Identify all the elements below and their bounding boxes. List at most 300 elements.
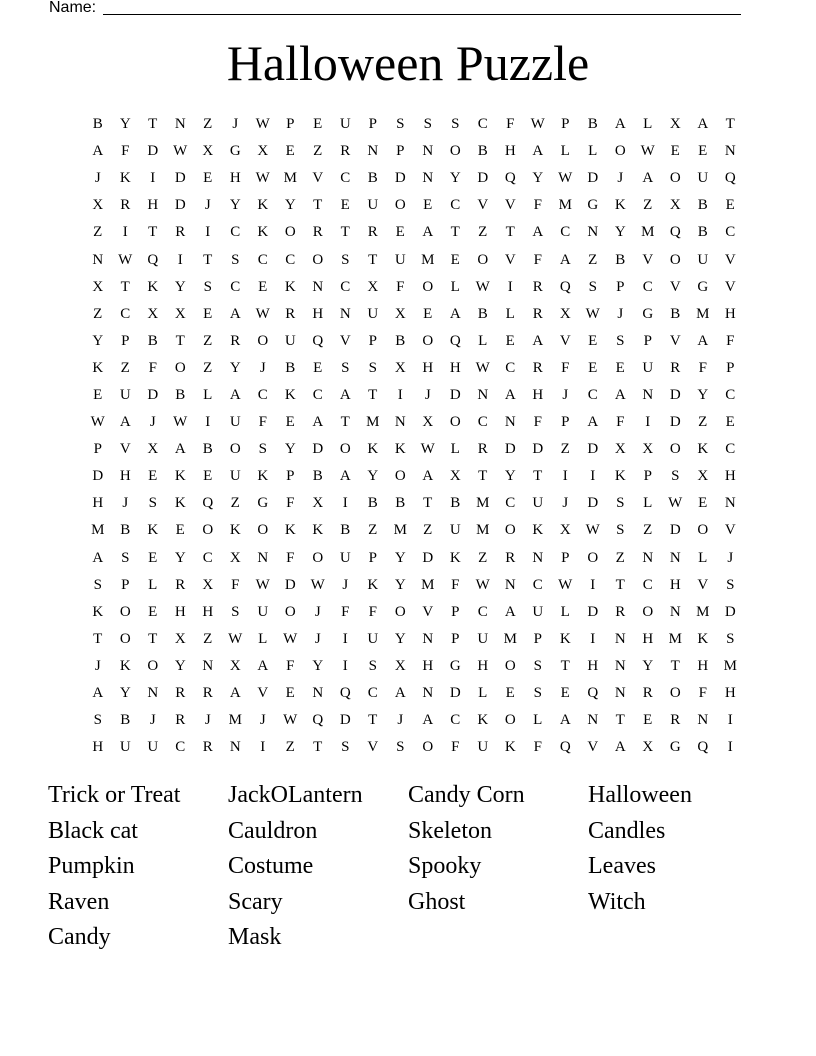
- grid-letter[interactable]: O: [697, 522, 709, 539]
- grid-letter[interactable]: C: [560, 224, 571, 241]
- grid-letter[interactable]: N: [477, 386, 489, 403]
- grid-letter[interactable]: L: [698, 549, 708, 566]
- grid-letter[interactable]: T: [450, 224, 460, 241]
- grid-letter[interactable]: S: [726, 630, 735, 647]
- grid-letter[interactable]: T: [203, 251, 213, 268]
- grid-letter[interactable]: X: [669, 197, 681, 214]
- grid-letter[interactable]: S: [148, 495, 157, 512]
- grid-letter[interactable]: F: [533, 197, 542, 214]
- grid-letter[interactable]: D: [724, 603, 736, 620]
- grid-letter[interactable]: R: [202, 739, 213, 756]
- grid-letter[interactable]: W: [173, 143, 188, 160]
- grid-letter[interactable]: W: [420, 441, 435, 458]
- grid-letter[interactable]: F: [451, 739, 460, 756]
- grid-letter[interactable]: O: [422, 739, 434, 756]
- grid-letter[interactable]: Y: [394, 630, 406, 647]
- grid-letter[interactable]: C: [725, 441, 736, 458]
- grid-letter[interactable]: Y: [174, 657, 186, 674]
- grid-letter[interactable]: X: [642, 441, 654, 458]
- grid-letter[interactable]: C: [450, 197, 461, 214]
- grid-letter[interactable]: K: [147, 522, 159, 539]
- grid-letter[interactable]: Z: [230, 495, 240, 512]
- grid-letter[interactable]: W: [255, 116, 270, 133]
- grid-letter[interactable]: T: [340, 414, 350, 431]
- grid-letter[interactable]: M: [558, 197, 572, 214]
- grid-letter[interactable]: Y: [532, 170, 544, 187]
- grid-letter[interactable]: S: [616, 495, 625, 512]
- grid-letter[interactable]: E: [450, 251, 460, 268]
- grid-letter[interactable]: E: [203, 468, 213, 485]
- grid-letter[interactable]: H: [669, 576, 681, 593]
- grid-letter[interactable]: O: [642, 603, 654, 620]
- grid-letter[interactable]: C: [202, 549, 213, 566]
- grid-letter[interactable]: U: [477, 739, 489, 756]
- grid-letter[interactable]: U: [147, 739, 159, 756]
- grid-letter[interactable]: K: [174, 495, 186, 512]
- grid-letter[interactable]: U: [394, 251, 406, 268]
- grid-letter[interactable]: V: [504, 197, 516, 214]
- grid-letter[interactable]: N: [422, 170, 434, 187]
- grid-letter[interactable]: J: [149, 414, 156, 431]
- grid-letter[interactable]: C: [725, 386, 736, 403]
- grid-letter[interactable]: R: [230, 332, 241, 349]
- grid-letter[interactable]: E: [670, 143, 680, 160]
- grid-letter[interactable]: U: [367, 305, 379, 322]
- grid-letter[interactable]: E: [258, 278, 268, 295]
- grid-letter[interactable]: S: [588, 278, 597, 295]
- grid-letter[interactable]: C: [312, 386, 323, 403]
- grid-letter[interactable]: T: [340, 224, 350, 241]
- grid-letter[interactable]: U: [697, 251, 709, 268]
- grid-letter[interactable]: N: [174, 116, 186, 133]
- grid-letter[interactable]: Y: [229, 197, 241, 214]
- grid-letter[interactable]: H: [92, 495, 104, 512]
- grid-letter[interactable]: A: [339, 468, 351, 485]
- grid-letter[interactable]: A: [422, 712, 434, 729]
- grid-letter[interactable]: D: [587, 495, 599, 512]
- grid-letter[interactable]: J: [94, 657, 101, 674]
- grid-letter[interactable]: B: [312, 468, 323, 485]
- grid-letter[interactable]: L: [533, 712, 543, 729]
- grid-letter[interactable]: R: [175, 224, 186, 241]
- grid-letter[interactable]: M: [283, 170, 297, 187]
- grid-letter[interactable]: W: [228, 630, 243, 647]
- grid-letter[interactable]: A: [642, 170, 654, 187]
- grid-letter[interactable]: X: [394, 359, 406, 376]
- grid-letter[interactable]: A: [422, 224, 434, 241]
- grid-letter[interactable]: O: [257, 522, 269, 539]
- grid-letter[interactable]: Y: [92, 332, 104, 349]
- grid-letter[interactable]: R: [285, 305, 296, 322]
- grid-letter[interactable]: O: [394, 197, 406, 214]
- grid-letter[interactable]: N: [587, 712, 599, 729]
- grid-letter[interactable]: N: [422, 685, 434, 702]
- grid-letter[interactable]: Z: [643, 197, 653, 214]
- grid-letter[interactable]: Y: [174, 278, 186, 295]
- grid-letter[interactable]: S: [726, 576, 735, 593]
- grid-letter[interactable]: O: [174, 359, 186, 376]
- grid-letter[interactable]: O: [394, 603, 406, 620]
- grid-letter[interactable]: K: [559, 630, 571, 647]
- grid-letter[interactable]: W: [255, 170, 270, 187]
- grid-letter[interactable]: U: [229, 414, 241, 431]
- grid-letter[interactable]: H: [202, 603, 214, 620]
- grid-letter[interactable]: M: [668, 630, 682, 647]
- grid-letter[interactable]: R: [340, 143, 351, 160]
- grid-letter[interactable]: I: [727, 739, 733, 756]
- grid-letter[interactable]: O: [669, 441, 681, 458]
- grid-letter[interactable]: B: [367, 170, 378, 187]
- grid-letter[interactable]: L: [258, 630, 268, 647]
- grid-letter[interactable]: N: [642, 386, 654, 403]
- name-field-line[interactable]: [103, 14, 741, 15]
- grid-letter[interactable]: J: [424, 386, 431, 403]
- grid-letter[interactable]: L: [588, 143, 598, 160]
- grid-letter[interactable]: T: [670, 657, 680, 674]
- grid-letter[interactable]: H: [92, 739, 104, 756]
- grid-letter[interactable]: I: [727, 712, 733, 729]
- grid-letter[interactable]: E: [588, 332, 598, 349]
- grid-letter[interactable]: O: [394, 468, 406, 485]
- grid-letter[interactable]: R: [175, 576, 186, 593]
- grid-letter[interactable]: S: [258, 441, 267, 458]
- grid-letter[interactable]: H: [587, 657, 599, 674]
- grid-letter[interactable]: B: [697, 224, 708, 241]
- grid-letter[interactable]: W: [558, 170, 573, 187]
- grid-letter[interactable]: X: [614, 441, 626, 458]
- grid-letter[interactable]: I: [122, 224, 128, 241]
- grid-letter[interactable]: X: [202, 576, 214, 593]
- grid-letter[interactable]: N: [92, 251, 104, 268]
- grid-letter[interactable]: B: [92, 116, 103, 133]
- grid-letter[interactable]: L: [478, 332, 488, 349]
- grid-letter[interactable]: X: [367, 278, 379, 295]
- grid-letter[interactable]: K: [257, 197, 269, 214]
- grid-letter[interactable]: E: [340, 197, 350, 214]
- grid-letter[interactable]: T: [368, 386, 378, 403]
- grid-letter[interactable]: C: [477, 116, 488, 133]
- grid-letter[interactable]: W: [90, 414, 105, 431]
- grid-letter[interactable]: I: [562, 468, 568, 485]
- grid-letter[interactable]: X: [229, 549, 241, 566]
- grid-letter[interactable]: W: [558, 576, 573, 593]
- grid-letter[interactable]: K: [92, 359, 104, 376]
- grid-letter[interactable]: J: [562, 495, 569, 512]
- grid-letter[interactable]: C: [642, 278, 653, 295]
- grid-letter[interactable]: A: [504, 386, 516, 403]
- grid-letter[interactable]: N: [587, 224, 599, 241]
- grid-letter[interactable]: C: [477, 414, 488, 431]
- grid-letter[interactable]: Q: [147, 251, 159, 268]
- grid-letter[interactable]: E: [505, 332, 515, 349]
- grid-letter[interactable]: Q: [724, 170, 736, 187]
- grid-letter[interactable]: M: [421, 576, 435, 593]
- grid-letter[interactable]: C: [285, 251, 296, 268]
- grid-letter[interactable]: Q: [559, 278, 571, 295]
- grid-letter[interactable]: N: [367, 143, 379, 160]
- grid-letter[interactable]: K: [119, 170, 131, 187]
- grid-letter[interactable]: X: [697, 468, 709, 485]
- grid-letter[interactable]: K: [394, 441, 406, 458]
- grid-letter[interactable]: X: [312, 495, 324, 512]
- grid-letter[interactable]: X: [174, 630, 186, 647]
- grid-letter[interactable]: B: [147, 332, 158, 349]
- grid-letter[interactable]: O: [422, 278, 434, 295]
- grid-letter[interactable]: A: [532, 332, 544, 349]
- grid-letter[interactable]: A: [229, 305, 241, 322]
- grid-letter[interactable]: W: [310, 576, 325, 593]
- grid-letter[interactable]: U: [367, 630, 379, 647]
- grid-letter[interactable]: F: [698, 685, 707, 702]
- grid-letter[interactable]: D: [92, 468, 104, 485]
- grid-letter[interactable]: H: [724, 305, 736, 322]
- grid-letter[interactable]: J: [204, 712, 211, 729]
- grid-letter[interactable]: Z: [615, 549, 625, 566]
- grid-letter[interactable]: O: [449, 143, 461, 160]
- grid-letter[interactable]: Z: [368, 522, 378, 539]
- grid-letter[interactable]: Z: [478, 224, 488, 241]
- grid-letter[interactable]: L: [203, 386, 213, 403]
- grid-letter[interactable]: N: [504, 576, 516, 593]
- grid-letter[interactable]: P: [533, 630, 542, 647]
- grid-letter[interactable]: C: [532, 576, 543, 593]
- grid-letter[interactable]: H: [147, 197, 159, 214]
- grid-letter[interactable]: B: [697, 197, 708, 214]
- grid-letter[interactable]: N: [202, 657, 214, 674]
- grid-letter[interactable]: N: [614, 685, 626, 702]
- grid-letter[interactable]: U: [229, 468, 241, 485]
- grid-letter[interactable]: Z: [203, 116, 213, 133]
- grid-letter[interactable]: E: [148, 603, 158, 620]
- grid-letter[interactable]: O: [257, 332, 269, 349]
- grid-letter[interactable]: U: [642, 359, 654, 376]
- grid-letter[interactable]: K: [614, 468, 626, 485]
- grid-letter[interactable]: P: [286, 468, 295, 485]
- grid-letter[interactable]: V: [257, 685, 269, 702]
- grid-letter[interactable]: F: [451, 576, 460, 593]
- grid-letter[interactable]: H: [724, 685, 736, 702]
- grid-letter[interactable]: Z: [285, 739, 295, 756]
- grid-letter[interactable]: L: [643, 116, 653, 133]
- grid-letter[interactable]: S: [451, 116, 460, 133]
- grid-letter[interactable]: F: [396, 278, 405, 295]
- grid-letter[interactable]: H: [697, 657, 709, 674]
- grid-letter[interactable]: D: [174, 170, 186, 187]
- grid-letter[interactable]: T: [560, 657, 570, 674]
- grid-letter[interactable]: O: [477, 251, 489, 268]
- grid-letter[interactable]: A: [312, 414, 324, 431]
- grid-letter[interactable]: B: [175, 386, 186, 403]
- grid-letter[interactable]: Y: [642, 657, 654, 674]
- grid-letter[interactable]: Q: [449, 332, 461, 349]
- grid-letter[interactable]: F: [561, 359, 570, 376]
- grid-letter[interactable]: I: [342, 657, 348, 674]
- grid-letter[interactable]: H: [449, 359, 461, 376]
- grid-letter[interactable]: B: [615, 251, 626, 268]
- grid-letter[interactable]: I: [205, 414, 211, 431]
- grid-letter[interactable]: K: [614, 197, 626, 214]
- grid-letter[interactable]: T: [423, 495, 433, 512]
- grid-letter[interactable]: C: [175, 739, 186, 756]
- grid-letter[interactable]: X: [669, 116, 681, 133]
- grid-letter[interactable]: I: [177, 251, 183, 268]
- grid-letter[interactable]: Z: [560, 441, 570, 458]
- grid-letter[interactable]: L: [450, 278, 460, 295]
- grid-letter[interactable]: O: [284, 603, 296, 620]
- grid-letter[interactable]: P: [286, 116, 295, 133]
- grid-letter[interactable]: P: [561, 549, 570, 566]
- grid-letter[interactable]: M: [723, 657, 737, 674]
- grid-letter[interactable]: I: [150, 170, 156, 187]
- grid-letter[interactable]: T: [725, 116, 735, 133]
- grid-letter[interactable]: G: [697, 278, 709, 295]
- grid-letter[interactable]: Z: [698, 414, 708, 431]
- grid-letter[interactable]: F: [148, 359, 157, 376]
- grid-letter[interactable]: R: [120, 197, 131, 214]
- grid-letter[interactable]: B: [367, 495, 378, 512]
- grid-letter[interactable]: G: [587, 197, 599, 214]
- grid-letter[interactable]: H: [504, 143, 516, 160]
- grid-letter[interactable]: C: [477, 603, 488, 620]
- grid-letter[interactable]: K: [229, 522, 241, 539]
- grid-letter[interactable]: W: [283, 712, 298, 729]
- grid-letter[interactable]: Z: [120, 359, 130, 376]
- grid-letter[interactable]: U: [449, 522, 461, 539]
- grid-letter[interactable]: X: [257, 143, 269, 160]
- grid-letter[interactable]: C: [367, 685, 378, 702]
- grid-letter[interactable]: S: [396, 116, 405, 133]
- grid-letter[interactable]: D: [394, 170, 406, 187]
- grid-letter[interactable]: U: [697, 170, 709, 187]
- grid-letter[interactable]: Z: [313, 143, 323, 160]
- grid-letter[interactable]: E: [505, 685, 515, 702]
- grid-letter[interactable]: E: [93, 386, 103, 403]
- grid-letter[interactable]: S: [533, 657, 542, 674]
- grid-letter[interactable]: A: [559, 712, 571, 729]
- grid-letter[interactable]: D: [669, 386, 681, 403]
- grid-letter[interactable]: U: [532, 495, 544, 512]
- grid-letter[interactable]: K: [697, 441, 709, 458]
- grid-letter[interactable]: A: [92, 549, 104, 566]
- grid-letter[interactable]: F: [533, 251, 542, 268]
- grid-letter[interactable]: A: [119, 414, 131, 431]
- grid-letter[interactable]: Z: [93, 224, 103, 241]
- grid-letter[interactable]: D: [587, 441, 599, 458]
- grid-letter[interactable]: P: [368, 116, 377, 133]
- grid-letter[interactable]: T: [93, 630, 103, 647]
- grid-letter[interactable]: Z: [478, 549, 488, 566]
- grid-letter[interactable]: O: [614, 143, 626, 160]
- grid-letter[interactable]: V: [587, 739, 599, 756]
- grid-letter[interactable]: L: [505, 305, 515, 322]
- grid-letter[interactable]: F: [258, 414, 267, 431]
- grid-letter[interactable]: Q: [559, 739, 571, 756]
- grid-letter[interactable]: N: [724, 143, 736, 160]
- grid-letter[interactable]: C: [725, 224, 736, 241]
- grid-letter[interactable]: D: [587, 603, 599, 620]
- grid-letter[interactable]: W: [255, 576, 270, 593]
- grid-letter[interactable]: N: [339, 305, 351, 322]
- grid-letter[interactable]: M: [476, 522, 490, 539]
- grid-letter[interactable]: I: [342, 495, 348, 512]
- grid-letter[interactable]: Q: [504, 170, 516, 187]
- grid-letter[interactable]: B: [477, 143, 488, 160]
- grid-letter[interactable]: V: [312, 170, 324, 187]
- grid-letter[interactable]: O: [449, 414, 461, 431]
- grid-letter[interactable]: L: [148, 576, 158, 593]
- grid-letter[interactable]: E: [588, 359, 598, 376]
- grid-letter[interactable]: O: [119, 630, 131, 647]
- grid-letter[interactable]: R: [532, 305, 543, 322]
- grid-letter[interactable]: I: [590, 468, 596, 485]
- grid-letter[interactable]: R: [202, 685, 213, 702]
- grid-letter[interactable]: A: [614, 116, 626, 133]
- grid-letter[interactable]: A: [257, 657, 269, 674]
- grid-letter[interactable]: D: [669, 414, 681, 431]
- grid-letter[interactable]: J: [397, 712, 404, 729]
- grid-letter[interactable]: A: [229, 685, 241, 702]
- grid-letter[interactable]: V: [697, 576, 709, 593]
- grid-letter[interactable]: C: [340, 170, 351, 187]
- grid-letter[interactable]: J: [562, 386, 569, 403]
- grid-letter[interactable]: S: [121, 549, 130, 566]
- grid-letter[interactable]: F: [726, 332, 735, 349]
- grid-letter[interactable]: B: [202, 441, 213, 458]
- grid-letter[interactable]: O: [147, 657, 159, 674]
- grid-letter[interactable]: N: [147, 685, 159, 702]
- grid-letter[interactable]: K: [367, 576, 379, 593]
- grid-letter[interactable]: F: [121, 143, 130, 160]
- grid-letter[interactable]: Z: [93, 305, 103, 322]
- grid-letter[interactable]: M: [641, 224, 655, 241]
- grid-letter[interactable]: X: [422, 414, 434, 431]
- grid-letter[interactable]: Z: [423, 522, 433, 539]
- grid-letter[interactable]: B: [395, 495, 406, 512]
- grid-letter[interactable]: S: [203, 278, 212, 295]
- grid-letter[interactable]: N: [257, 549, 269, 566]
- grid-letter[interactable]: S: [396, 739, 405, 756]
- grid-letter[interactable]: K: [312, 522, 324, 539]
- grid-letter[interactable]: O: [229, 441, 241, 458]
- grid-letter[interactable]: I: [397, 386, 403, 403]
- grid-letter[interactable]: W: [475, 278, 490, 295]
- grid-letter[interactable]: K: [532, 522, 544, 539]
- grid-letter[interactable]: L: [560, 143, 570, 160]
- grid-letter[interactable]: K: [449, 549, 461, 566]
- grid-letter[interactable]: S: [671, 468, 680, 485]
- grid-letter[interactable]: H: [477, 657, 489, 674]
- grid-letter[interactable]: T: [175, 332, 185, 349]
- grid-letter[interactable]: W: [118, 251, 133, 268]
- grid-letter[interactable]: T: [533, 468, 543, 485]
- grid-letter[interactable]: A: [697, 332, 709, 349]
- grid-letter[interactable]: R: [175, 685, 186, 702]
- grid-letter[interactable]: I: [645, 414, 651, 431]
- grid-letter[interactable]: P: [643, 468, 652, 485]
- grid-letter[interactable]: I: [590, 630, 596, 647]
- grid-letter[interactable]: O: [119, 603, 131, 620]
- grid-letter[interactable]: T: [313, 739, 323, 756]
- grid-letter[interactable]: D: [477, 170, 489, 187]
- grid-letter[interactable]: C: [340, 278, 351, 295]
- grid-letter[interactable]: N: [614, 657, 626, 674]
- grid-letter[interactable]: J: [617, 305, 624, 322]
- grid-letter[interactable]: W: [173, 414, 188, 431]
- grid-letter[interactable]: J: [617, 170, 624, 187]
- grid-letter[interactable]: D: [147, 386, 159, 403]
- grid-letter[interactable]: G: [449, 657, 461, 674]
- grid-letter[interactable]: N: [724, 495, 736, 512]
